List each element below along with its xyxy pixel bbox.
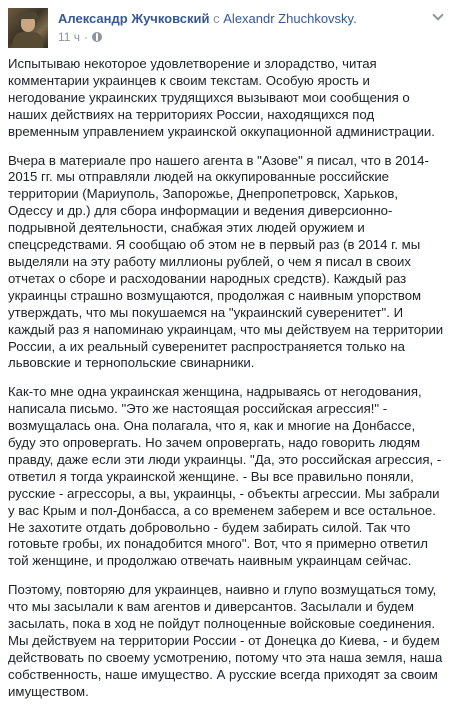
author-name-link[interactable]: Александр Жучковский [58,11,210,26]
chevron-down-icon[interactable] [432,10,444,22]
via-word: с [213,11,220,26]
avatar[interactable] [8,8,48,48]
avatar-hat-shape [18,12,38,19]
post-paragraph: Вчера в материале про нашего агента в "Азове" я писал, что в 2014-2015 гг. мы отправляли людей на оккупированные российские территории (Мариуполь, Запорожье, Днепропетровск, Харьков, Одессу и др.) для сбора информации и ведения диверсионно-подрывной деятельности, снабжая этих людей оружием и спецсредствами. Я сообщаю об этом не в первый раз (в 2014 г. мы выделяли на эту работу миллионы рублей, о чем я писал в своих отчетах о сборе и расходовании народных средств). Каждый раз украинцы страшно возмущаются, продолжая с наивным упорством утверждать, что мы покушаемся на "украинский суверенитет". И каждый раз я напоминаю украинцам, что мы действуем на территории России, а их реальный суверенитет распространяется только на львовские и тернопольские свинарники. [8,152,444,371]
meta-separator: · [84,30,89,44]
post-header [8,8,446,48]
post-paragraph: Испытываю некоторое удовлетворение и злорадство, читая комментарии украинцев к своим текстам. Особую ярость и негодование украинских трудящихся вызывают мои сообщения о наших действиях на территориях России, находящихся под временным управлением украинской оккупационной администрации. [8,56,435,139]
page-name-link[interactable]: Alexandr Zhuchkovsky. [223,11,357,26]
post-paragraph: Поэтому, повторяю для украинцев, наивно и глупо возмущаться тому, что мы засылали к вам агентов и диверсантов. Засылали и будем засылать, пока в ход не пойдут полноценные войсковые соединения. Мы действуем на территории России - от Донецка до Киева, - и будем действовать по своему усмотрению, потому что эта наша земля, наша собственность, наше имущество. А русские всегда приходят за своим имуществом. [8,582,443,699]
post-body [8,56,446,713]
globe-icon[interactable] [92,32,102,42]
post-byline [58,10,357,27]
post-paragraph: Как-то мне одна украинская женщина, надрываясь от негодования, написала письмо. "Это же настоящая российская агрессия!" - возмущалась она. Она полагала, что я, как и многие на Донбассе, буду это опровергать. Но зачем опровергать, надо говорить людям правду, даже если эти люди украинцы. "Да, это российская агрессия, - ответил я тогда украинской женщине. - Вы все правильно поняли, русские - агрессоры, а вы, украинцы, - объекты агрессии. Мы забрали у вас Крым и пол-Донбасса, а со временем заберем и все остальное. Не захотите отдать добровольно - будем забирать силой. Так что готовьте гробы, их понадобится много". Вот, что я примерно ответил той женщине, и продолжаю отвечать наивным украинцам сейчас. [8,384,442,569]
post-timestamp[interactable]: 11 ч [58,30,81,44]
avatar-body-shape [13,32,43,48]
post-meta [58,29,102,45]
